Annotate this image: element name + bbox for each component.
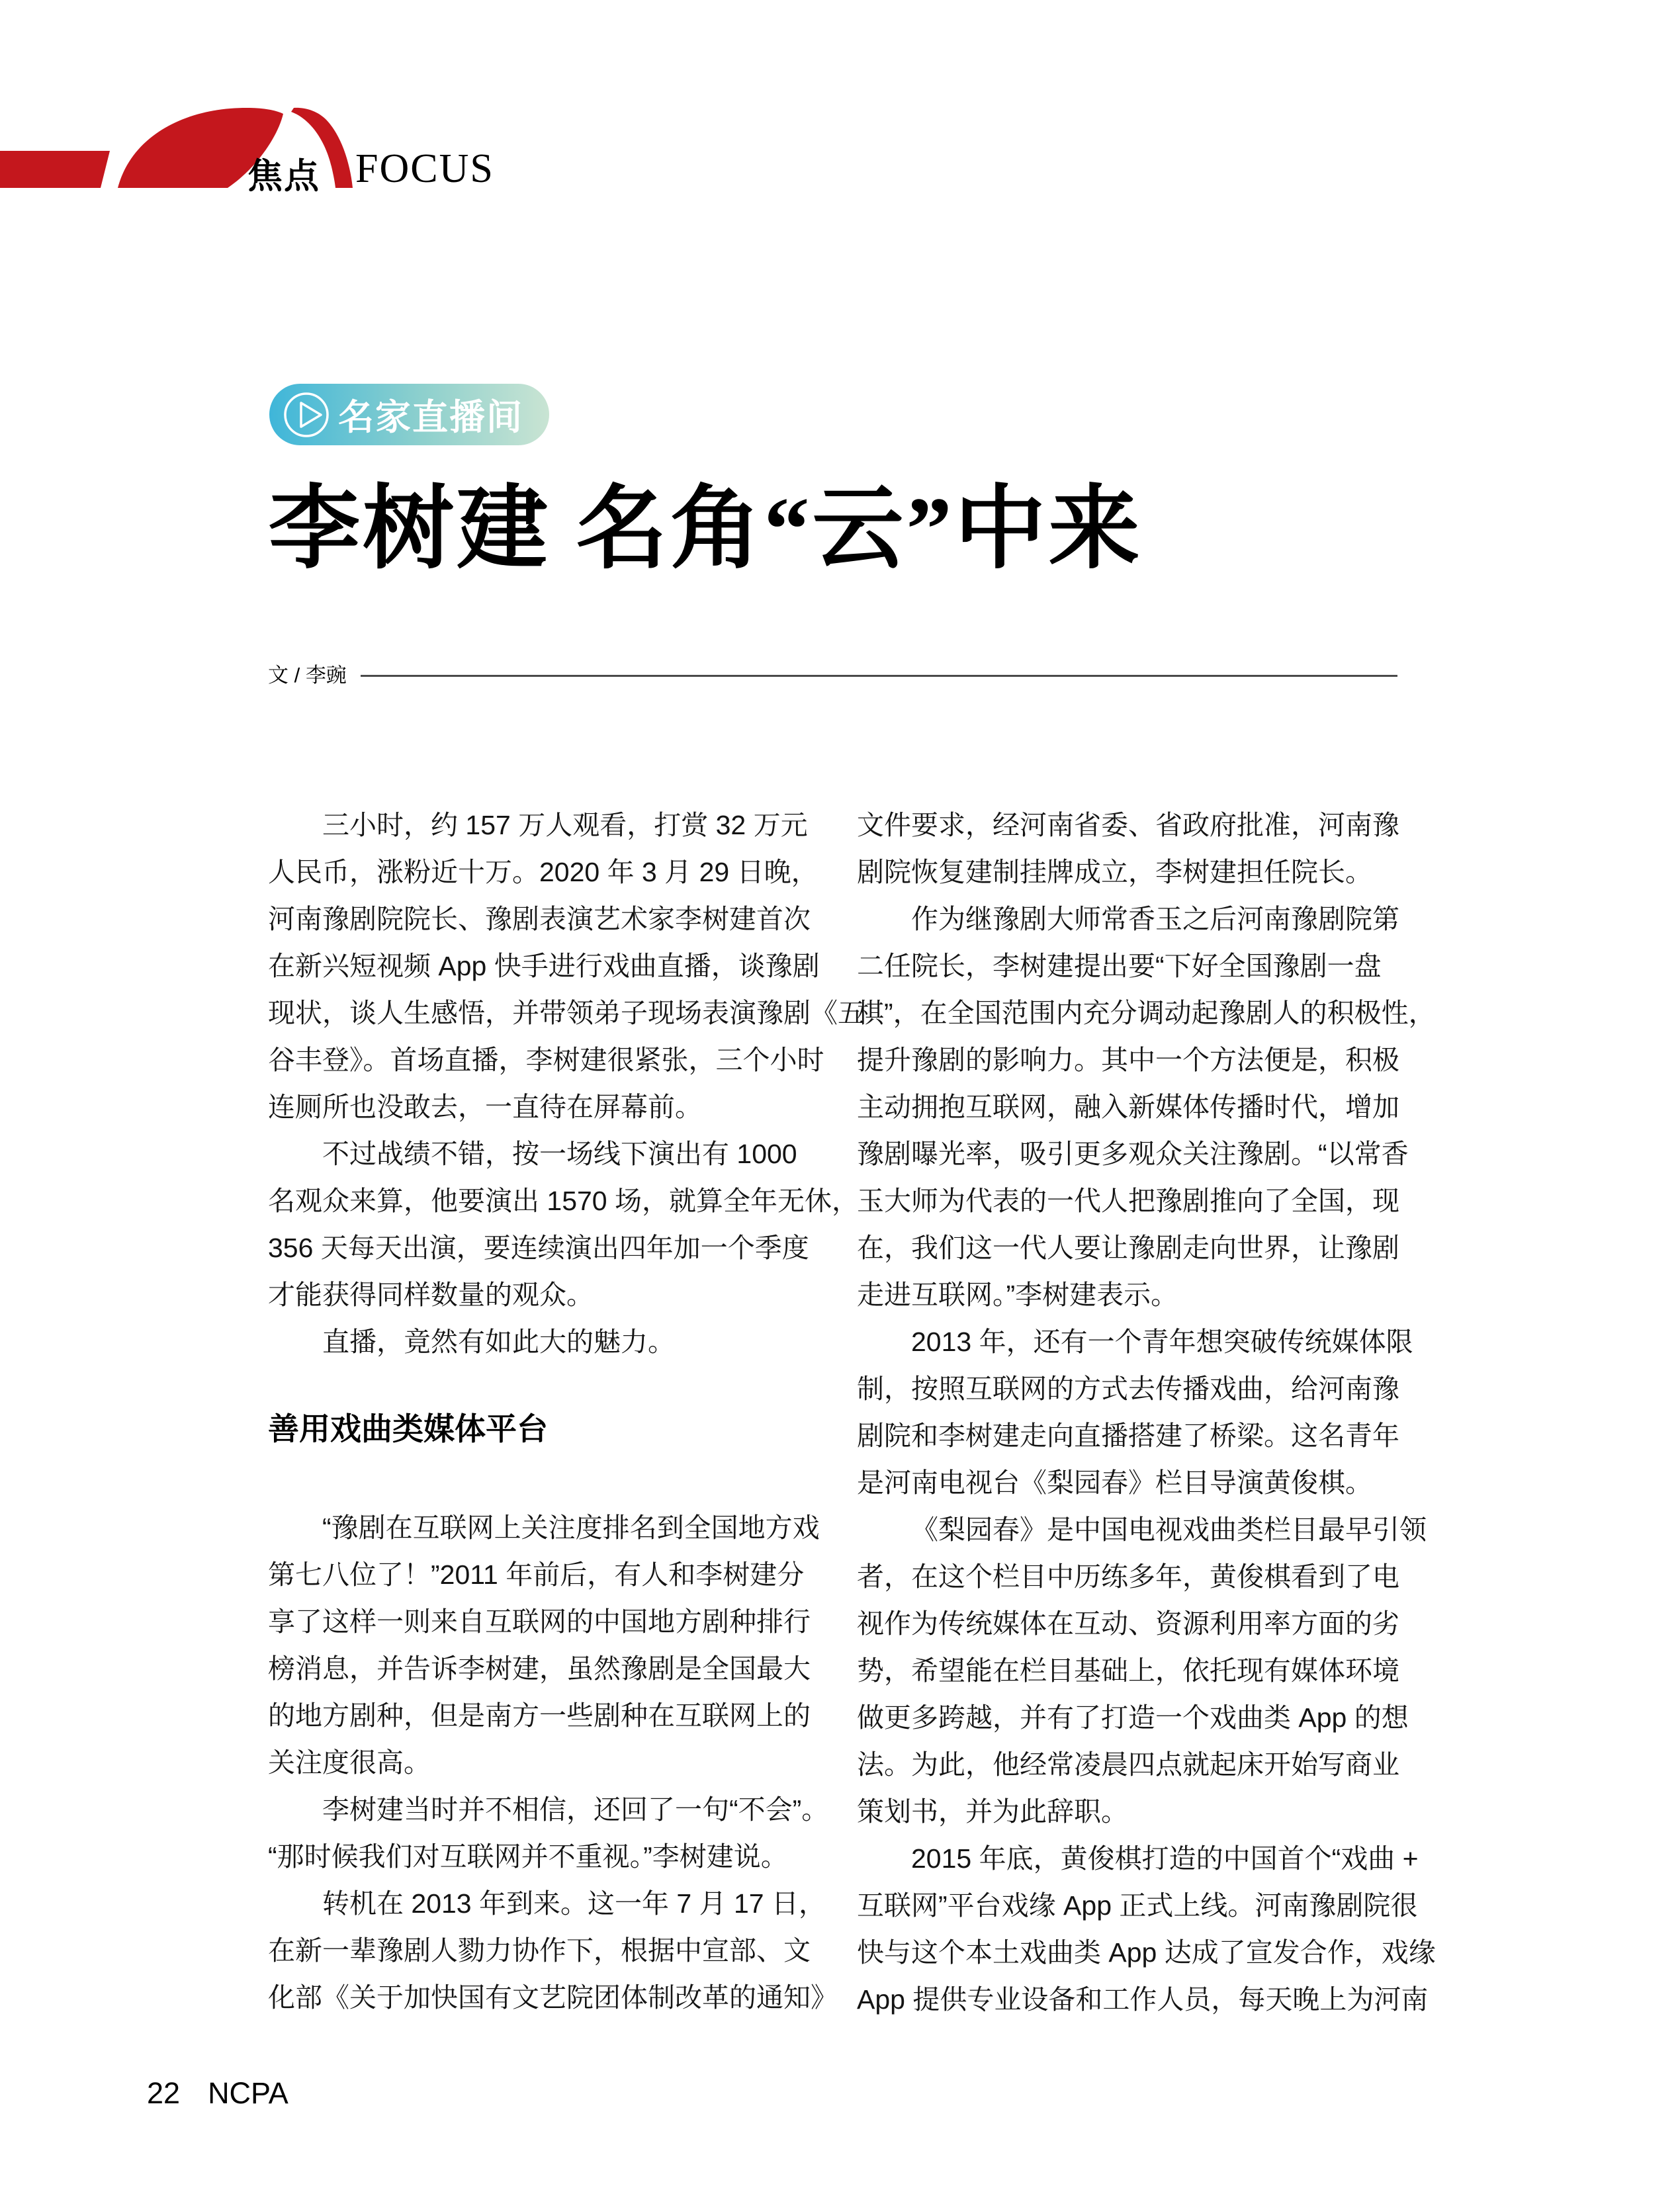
live-room-badge bbox=[269, 384, 549, 445]
text-line: 策划书，并为此辞职。 bbox=[857, 1796, 1128, 1827]
text-line: 谷丰登》。首场直播，李树建很紧张，三个小时 bbox=[268, 1045, 824, 1075]
text-line: 356 天每天出演，要连续演出四年加一个季度 bbox=[268, 1233, 809, 1263]
play-icon bbox=[283, 391, 330, 439]
text-line: 制，按照互联网的方式去传播戏曲，给河南豫 bbox=[857, 1374, 1399, 1404]
text-line: 剧院恢复建制挂牌成立，李树建担任院长。 bbox=[857, 857, 1372, 887]
section-heading: 善用戏曲类媒体平台 bbox=[268, 1411, 548, 1446]
text-line: 法。为此，他经常凌晨四点就起床开始写商业 bbox=[857, 1749, 1399, 1780]
text-line: 剧院和李树建走向直播搭建了桥梁。这名青年 bbox=[857, 1421, 1399, 1451]
text-line: 李树建当时并不相信，还回了一句“不会”。 bbox=[322, 1794, 829, 1825]
text-line: 者，在这个栏目中历练多年，黄俊棋看到了电 bbox=[857, 1561, 1399, 1592]
right-column bbox=[857, 802, 1436, 2023]
red-bar bbox=[0, 151, 110, 188]
text-line: 是河南电视台《梨园春》栏目导演黄俊棋。 bbox=[857, 1467, 1372, 1498]
byline-rule bbox=[361, 675, 1397, 677]
text-line: 势，希望能在栏目基础上，依托现有媒体环境 bbox=[857, 1655, 1399, 1686]
text-line: 名观众来算，他要演出 1570 场，就算全年无休， bbox=[268, 1186, 859, 1216]
text-line: 的地方剧种，但是南方一些剧种在互联网上的 bbox=[268, 1700, 811, 1731]
text-line: 在新兴短视频 App 快手进行戏曲直播，谈豫剧 bbox=[268, 951, 820, 981]
section-tag-cn: 焦点 bbox=[247, 157, 320, 196]
text-line: 榜消息，并告诉李树建，虽然豫剧是全国最大 bbox=[268, 1653, 811, 1684]
text-line: 第七八位了！”2011 年前后，有人和李树建分 bbox=[268, 1559, 805, 1590]
section-tag-en: FOCUS bbox=[355, 146, 494, 191]
text-line: 连厕所也没敢去，一直待在屏幕前。 bbox=[268, 1092, 702, 1122]
text-line: 二任院长，李树建提出要“下好全国豫剧一盘 bbox=[857, 951, 1382, 981]
text-line: 三小时，约 157 万人观看，打赏 32 万元 bbox=[322, 810, 808, 840]
article-title: 李树建 名角“云”中来 bbox=[269, 478, 1143, 580]
text-line: 人民币，涨粉近十万。2020 年 3 月 29 日晚， bbox=[268, 857, 818, 887]
text-line: 提升豫剧的影响力。其中一个方法便是，积极 bbox=[857, 1045, 1399, 1075]
brand-name: NCPA bbox=[208, 2076, 288, 2110]
text-line: 直播，竟然有如此大的魅力。 bbox=[322, 1327, 675, 1357]
text-line: 才能获得同样数量的观众。 bbox=[268, 1280, 594, 1310]
byline: 文 / 李豌 bbox=[268, 664, 347, 687]
text-line: 关注度很高。 bbox=[268, 1747, 431, 1778]
text-line: 2013 年，还有一个青年想突破传统媒体限 bbox=[911, 1327, 1413, 1357]
text-line: 棋”，在全国范围内充分调动起豫剧人的积极性， bbox=[857, 998, 1436, 1028]
text-line: 快与这个本土戏曲类 App 达成了宣发合作，戏缘 bbox=[857, 1937, 1436, 1968]
text-line: 在，我们这一代人要让豫剧走向世界，让豫剧 bbox=[857, 1233, 1399, 1263]
text-line: 主动拥抱互联网，融入新媒体传播时代，增加 bbox=[857, 1092, 1399, 1122]
text-line: 文件要求，经河南省委、省政府批准，河南豫 bbox=[857, 810, 1399, 840]
text-line: 《梨园春》是中国电视戏曲类栏目最早引领 bbox=[911, 1514, 1427, 1545]
text-line: 2015 年底，黄俊棋打造的中国首个“戏曲 + bbox=[911, 1843, 1419, 1874]
text-line: “那时候我们对互联网并不重视。”李树建说。 bbox=[268, 1841, 788, 1872]
text-line: 豫剧曝光率，吸引更多观众关注豫剧。“以常香 bbox=[857, 1139, 1409, 1169]
text-line: 享了这样一则来自互联网的中国地方剧种排行 bbox=[268, 1606, 811, 1637]
text-line: 做更多跨越，并有了打造一个戏曲类 App 的想 bbox=[857, 1702, 1409, 1733]
text-line: 互联网”平台戏缘 App 正式上线。河南豫剧院很 bbox=[857, 1890, 1418, 1921]
text-line: 作为继豫剧大师常香玉之后河南豫剧院第 bbox=[911, 904, 1399, 934]
text-line: 视作为传统媒体在互动、资源利用率方面的劣 bbox=[857, 1608, 1399, 1639]
text-line: “豫剧在互联网上关注度排名到全国地方戏 bbox=[322, 1512, 820, 1543]
text-line: 走进互联网。”李树建表示。 bbox=[857, 1280, 1178, 1310]
text-line: 转机在 2013 年到来。这一年 7 月 17 日， bbox=[322, 1888, 826, 1919]
text-line: 玉大师为代表的一代人把豫剧推向了全国，现 bbox=[857, 1186, 1399, 1216]
text-line: 河南豫剧院院长、豫剧表演艺术家李树建首次 bbox=[268, 904, 811, 934]
page-footer bbox=[147, 2076, 288, 2111]
text-line: 在新一辈豫剧人勠力协作下，根据中宣部、文 bbox=[268, 1935, 811, 1966]
badge-label: 名家直播间 bbox=[338, 398, 523, 437]
text-line: 不过战绩不错，按一场线下演出有 1000 bbox=[322, 1139, 797, 1169]
left-column bbox=[268, 802, 865, 2021]
text-line: 现状，谈人生感悟，并带领弟子现场表演豫剧《五 bbox=[268, 998, 865, 1028]
text-line: 化部《关于加快国有文艺院团体制改革的通知》 bbox=[268, 1982, 838, 2013]
text-line: App 提供专业设备和工作人员，每天晚上为河南 bbox=[857, 1984, 1429, 2015]
page-number: 22 bbox=[147, 2076, 181, 2110]
